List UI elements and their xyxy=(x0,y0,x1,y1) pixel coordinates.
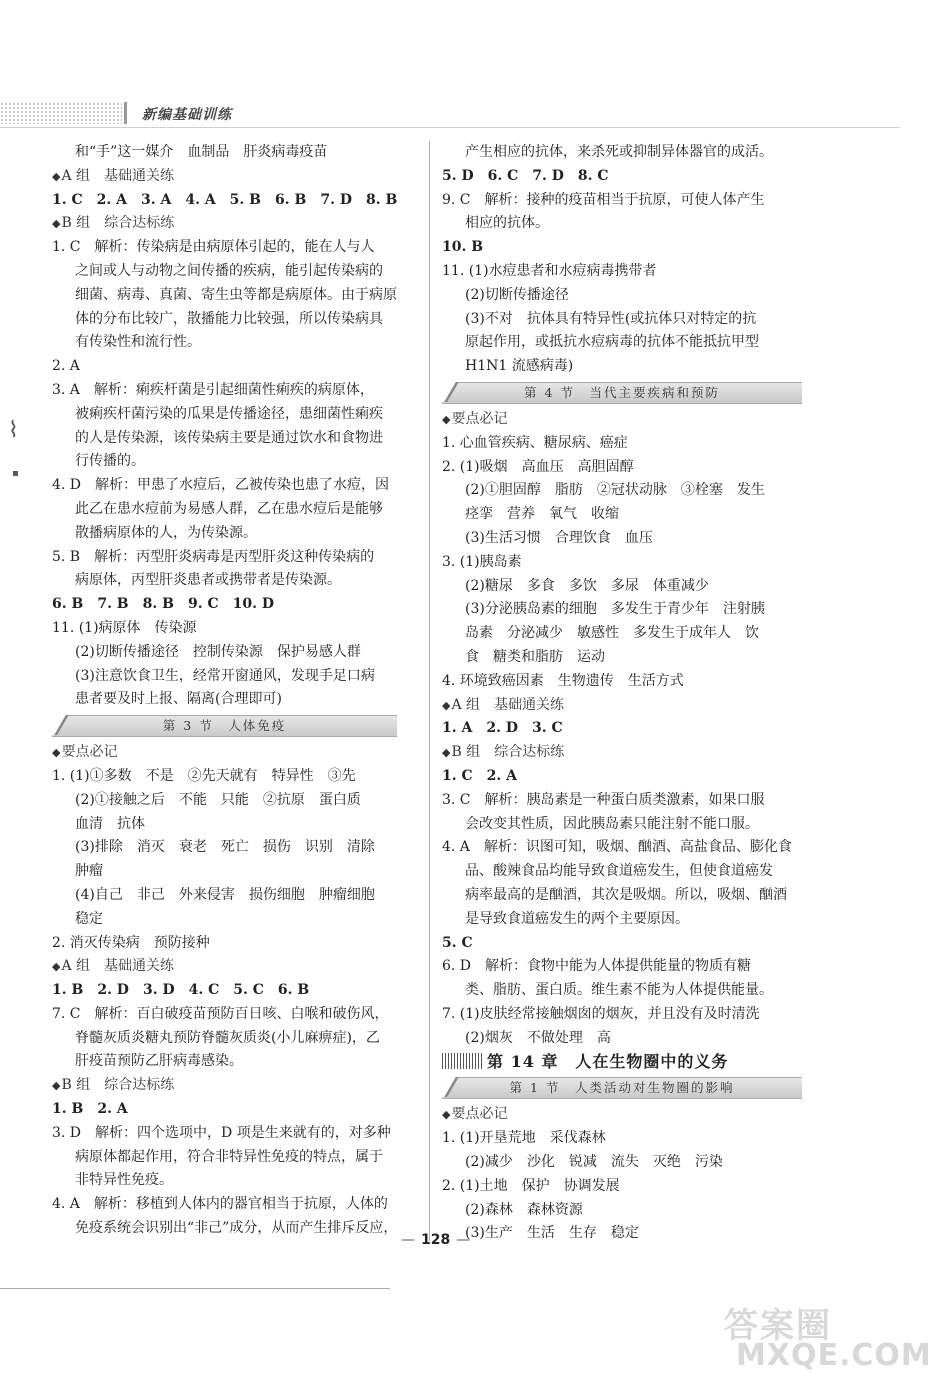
diamond-icon: ◆ xyxy=(442,746,451,760)
answer-line: 病原体，丙型肝炎患者或携带者是传染源。 xyxy=(75,572,341,589)
diamond-icon: ◆ xyxy=(442,412,451,426)
answer-line: 2. (1)吸烟 高血压 高胆固醇 xyxy=(442,458,634,475)
answer-line: (3)生产 生活 生存 稳定 xyxy=(465,1225,639,1242)
answer-line: 1. 心血管疾病、糖尿病、癌症 xyxy=(442,434,628,451)
answer-line: 散播病原体的人，为传染源。 xyxy=(75,524,257,541)
answer-line: 1. C 2. A 3. A 4. A 5. B 6. B 7. D 8. B xyxy=(52,191,398,208)
answer-line: 免疫系统会识别出“非己”成分，从而产生排斥反应， xyxy=(75,1220,398,1237)
answer-line: 行传播的。 xyxy=(75,453,145,470)
answer-line: 被痢疾杆菌污染的瓜果是传播途径，患细菌性痢疾 xyxy=(75,405,383,422)
answer-line: 4. A 解析：移植到人体内的器官相当于抗原，人体的 xyxy=(52,1196,388,1213)
answer-line: 7. (1)皮肤经常接触烟囱的烟灰，并且没有及时清洗 xyxy=(442,1005,760,1022)
answer-line: 体的分布比较广，散播能力比较强，所以传染病具 xyxy=(75,310,383,327)
header-dot-pattern xyxy=(0,102,122,124)
answer-line: 有传染性和流行性。 xyxy=(75,334,201,351)
answer-line: 病原体都起作用，符合非特异性免疫的特点，属于 xyxy=(75,1148,383,1165)
group-heading: ◆B 组 综合达标练 xyxy=(52,1077,175,1094)
answer-line: 1. C 2. A xyxy=(442,767,517,784)
footer-rule xyxy=(0,1288,390,1289)
group-heading: ◆A 组 基础通关练 xyxy=(52,167,175,184)
diamond-icon: ◆ xyxy=(52,1079,61,1093)
margin-binding-mark: ⌇ xyxy=(8,418,19,443)
answer-line: (3)注意饮食卫生，经常开窗通风，发现手足口病 xyxy=(75,667,375,684)
right-column xyxy=(442,141,802,1246)
answer-line: 是导致食道癌发生的两个主要原因。 xyxy=(465,910,689,927)
answer-line: 患者要及时上报、隔离(合理即可) xyxy=(75,691,282,708)
answer-line: 6. D 解析：食物中能为人体提供能量的物质有糖 xyxy=(442,958,752,975)
answer-line: 1. B 2. A xyxy=(52,1101,128,1118)
answer-line: 10. B xyxy=(442,239,484,256)
answer-line: 会改变其性质，因此胰岛素只能注射不能口服。 xyxy=(465,815,759,832)
answer-line: 原起作用，或抵抗水痘病毒的抗体不能抵抗甲型 xyxy=(465,334,759,351)
group-heading: ◆A 组 基础通关练 xyxy=(442,696,565,713)
answer-line: 此乙在患水痘前为易感人群，乙在患水痘后是能够 xyxy=(75,500,383,517)
answer-line: (2)①胆固醇 脂肪 ②冠状动脉 ③栓塞 发生 xyxy=(465,482,765,499)
diamond-icon: ◆ xyxy=(52,217,61,231)
answer-line: H1N1 流感病毒) xyxy=(465,358,574,375)
answer-line: (2)切断传播途径 xyxy=(465,286,569,303)
answer-line: 脊髓灰质炎糖丸预防脊髓灰质炎(小儿麻痹症)，乙 xyxy=(75,1029,380,1046)
answer-line: 4. A 解析：识图可知，吸烟、酗酒、高盐食品、膨化食 xyxy=(442,839,792,856)
answer-line: 5. B 解析：丙型肝炎病毒是丙型肝炎这种传染病的 xyxy=(52,548,375,565)
group-heading: ◆B 组 综合达标练 xyxy=(442,744,565,761)
key-points-heading: ◆要点必记 xyxy=(442,410,508,427)
answer-line: 肿瘤 xyxy=(75,863,103,880)
answer-line: 痉挛 营养 氧气 收缩 xyxy=(465,506,619,523)
diamond-icon: ◆ xyxy=(52,960,61,974)
answer-line: 5. C xyxy=(442,934,473,951)
answer-line: 3. C 解析：胰岛素是一种蛋白质类激素，如果口服 xyxy=(442,791,765,808)
watermark-text: 答案圈 xyxy=(724,1306,832,1346)
answer-line: 11. (1)病原体 传染源 xyxy=(52,619,197,636)
answer-line: (3)不对 抗体具有特异性(或抗体只对特定的抗 xyxy=(465,310,757,327)
answer-line: 9. C 解析：接种的疫苗相当于抗原，可使人体产生 xyxy=(442,191,765,208)
answer-line: 2. (1)土地 保护 协调发展 xyxy=(442,1177,620,1194)
answer-line: (2)烟灰 不做处理 高 xyxy=(465,1029,611,1046)
watermark-url: MXQE.COM xyxy=(736,1338,932,1373)
margin-dot: ▪ xyxy=(12,468,19,479)
answer-line: 1. B 2. D 3. D 4. C 5. C 6. B xyxy=(52,982,310,999)
answer-line: (2)森林 森林资源 xyxy=(465,1201,583,1218)
answer-line: (2)糖尿 多食 多饮 多尿 体重减少 xyxy=(465,577,709,594)
answer-line: 血清 抗体 xyxy=(75,815,145,832)
answer-line: 产生相应的抗体，来杀死或抑制异体器官的成活。 xyxy=(465,144,773,160)
answer-line: 5. D 6. C 7. D 8. C xyxy=(442,167,609,184)
answer-line: 4. 环境致癌因素 生物遗传 生活方式 xyxy=(442,672,684,689)
answer-line: 食 糖类和脂肪 运动 xyxy=(465,648,605,665)
answer-line: 3. (1)胰岛素 xyxy=(442,553,522,570)
group-heading: ◆A 组 基础通关练 xyxy=(52,958,175,975)
answer-line: (2)切断传播途径 控制传染源 保护易感人群 xyxy=(75,643,361,660)
answer-line: 病率最高的是酗酒，其次是吸烟。所以，吸烟、酗酒 xyxy=(465,886,787,903)
answer-line: (3)生活习惯 合理饮食 血压 xyxy=(465,529,653,546)
answer-line: 4. D 解析：甲患了水痘后，乙被传染也患了水痘，因 xyxy=(52,477,390,494)
diamond-icon: ◆ xyxy=(442,1108,451,1122)
answer-line: (3)分泌胰岛素的细胞 多发生于青少年 注射胰 xyxy=(465,601,765,618)
answer-line: 细菌、病毒、真菌、寄生虫等都是病原体。由于病原 xyxy=(75,286,397,303)
answer-line: 肝疫苗预防乙肝病毒感染。 xyxy=(75,1053,243,1070)
answer-line: 6. B 7. B 8. B 9. C 10. D xyxy=(52,596,274,613)
answer-line: 岛素 分泌减少 敏感性 多发生于成年人 饮 xyxy=(465,625,759,642)
answer-line: (4)自己 非己 外来侵害 损伤细胞 肿瘤细胞 xyxy=(75,886,375,903)
column-separator xyxy=(429,141,430,1241)
answer-line: 11. (1)水痘患者和水痘病毒携带者 xyxy=(442,262,657,279)
answer-line: (2)减少 沙化 锐减 流失 灭绝 污染 xyxy=(465,1154,723,1171)
answer-line: 1. C 解析：传染病是由病原体引起的，能在人与人 xyxy=(52,239,375,256)
answer-line: 相应的抗体。 xyxy=(465,215,549,232)
answer-line: 和“手”这一媒介 血制品 肝炎病毒疫苗 xyxy=(75,144,328,160)
chapter-heading: 第 14 章 人在生物圈中的义务 xyxy=(442,1050,802,1074)
answer-line: (3)排除 消灭 衰老 死亡 损伤 识别 清除 xyxy=(75,839,375,856)
page-number: — 128 — xyxy=(401,1232,471,1248)
diamond-icon: ◆ xyxy=(52,169,61,183)
answer-line: 1. A 2. D 3. C xyxy=(442,720,563,737)
diamond-icon: ◆ xyxy=(442,698,451,712)
section-banner: 第 3 节 人体免疫 xyxy=(52,715,397,737)
answer-line: 稳定 xyxy=(75,910,103,927)
answer-line: 1. (1)开垦荒地 采伐森林 xyxy=(442,1130,606,1147)
section-banner: 第 1 节 人类活动对生物圈的影响 xyxy=(442,1077,802,1099)
answer-line: 3. A 解析：痢疾杆菌是引起细菌性痢疾的病原体， xyxy=(52,381,374,398)
answer-line: 3. D 解析：四个选项中，D 项是生来就有的，对多种 xyxy=(52,1124,391,1141)
answer-line: 非特异性免疫。 xyxy=(75,1172,173,1189)
key-points-heading: ◆要点必记 xyxy=(442,1106,508,1123)
diamond-icon: ◆ xyxy=(52,746,61,760)
watermark-logo xyxy=(720,1298,932,1384)
key-points-heading: ◆要点必记 xyxy=(52,744,118,761)
answer-line: 品、酸辣食品均能导致食道癌发生，但使食道癌发 xyxy=(465,863,773,880)
header-divider xyxy=(124,102,127,124)
header-title: 新编基础训练 xyxy=(142,107,232,123)
chapter-stripe-icon xyxy=(442,1053,484,1069)
answer-line: 7. C 解析：百白破疫苗预防百日咳、白喉和破伤风， xyxy=(52,1005,389,1022)
answer-line: 2. A xyxy=(52,358,80,375)
answer-line: 的人是传染源，该传染病主要是通过饮水和食物进 xyxy=(75,429,383,446)
answer-line: 2. 消灭传染病 预防接种 xyxy=(52,934,210,951)
header-rule xyxy=(0,127,900,128)
answer-line: 类、脂肪、蛋白质。维生素不能为人体提供能量。 xyxy=(465,982,773,999)
answer-line: 之间或人与动物之间传播的疾病，能引起传染病的 xyxy=(75,262,383,279)
answer-line: 1. (1)①多数 不是 ②先天就有 特异性 ③先 xyxy=(52,767,356,784)
section-banner: 第 4 节 当代主要疾病和预防 xyxy=(442,382,802,404)
left-column xyxy=(52,141,397,1241)
answer-line: (2)①接触之后 不能 只能 ②抗原 蛋白质 xyxy=(75,791,361,808)
group-heading: ◆B 组 综合达标练 xyxy=(52,215,175,232)
